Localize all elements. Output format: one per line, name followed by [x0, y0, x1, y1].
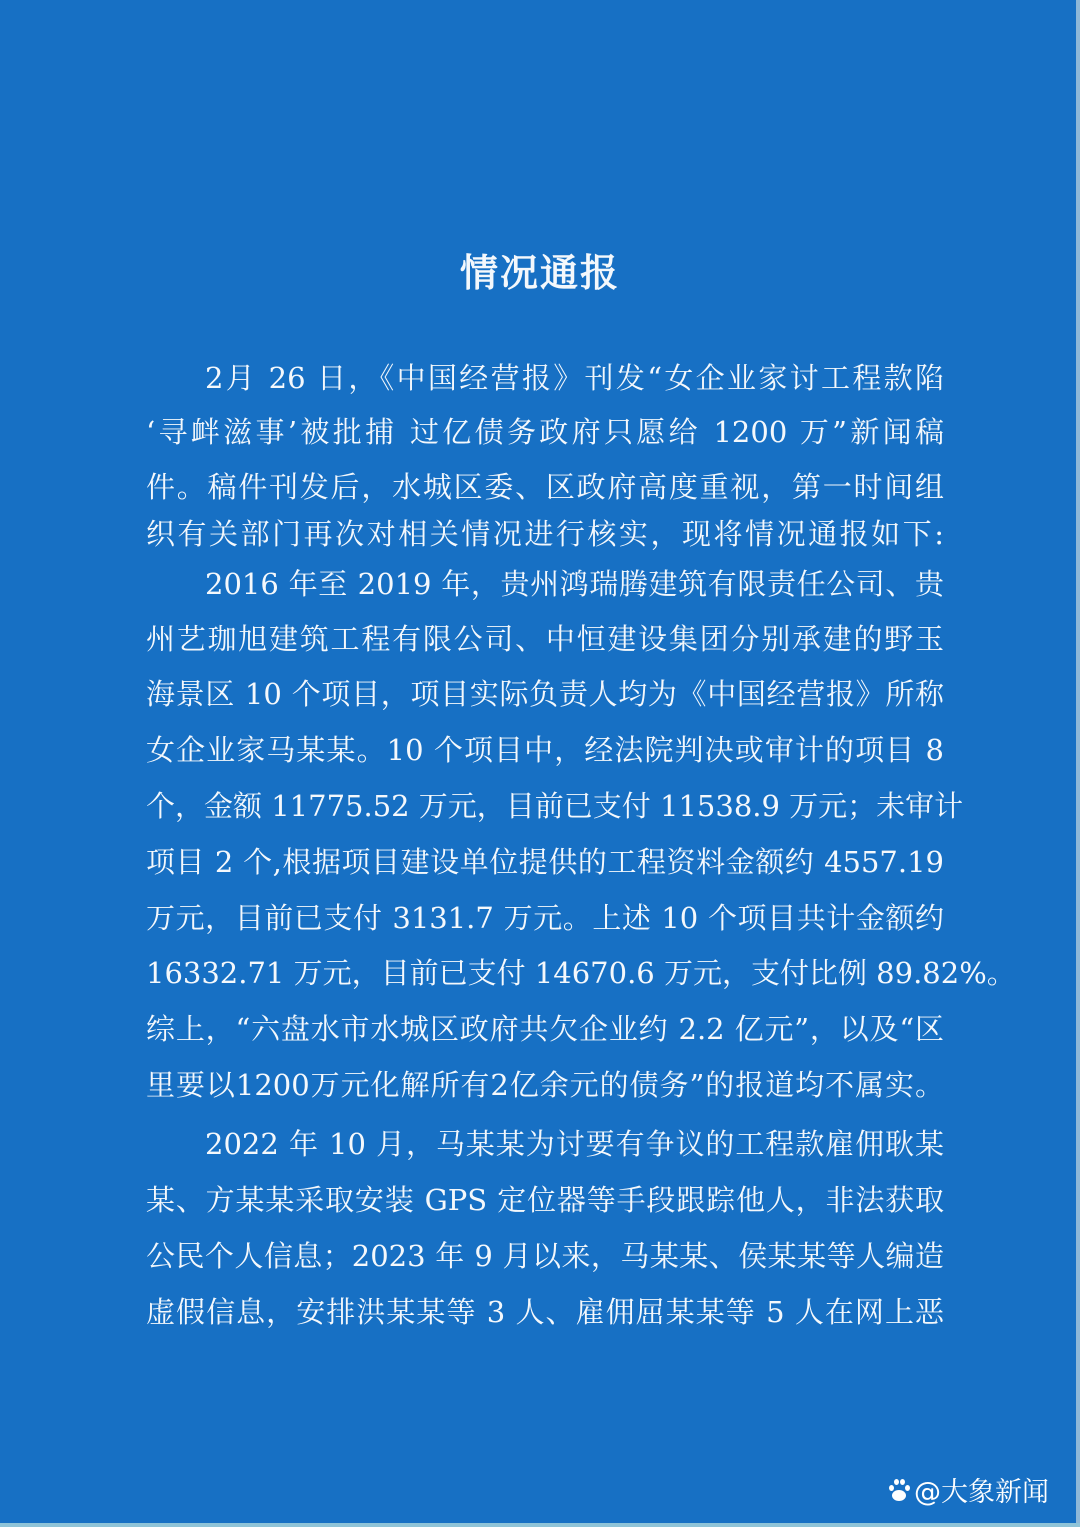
- body-line: 2016 年至 2019 年，贵州鸿瑞腾建筑有限责任公司、贵: [205, 567, 944, 601]
- page-edge-bottom: [0, 1523, 1080, 1527]
- body-line: 虚假信息，安排洪某某等 3 人、雇佣屈某某等 5 人在网上恶: [146, 1295, 944, 1329]
- body-line: 万元，目前已支付 3131.7 万元。上述 10 个项目共计金额约: [146, 901, 944, 935]
- body-line: 2022 年 10 月，马某某为讨要有争议的工程款雇佣耿某: [205, 1127, 944, 1161]
- watermark: [888, 1470, 1049, 1509]
- body-line: 16332.71 万元，目前已支付 14670.6 万元，支付比例 89.82%。: [146, 956, 1016, 990]
- body-line: ‘寻衅滋事’被批捕 过亿债务政府只愿给 1200 万”新闻稿: [146, 415, 944, 449]
- body-line: 综上，“六盘水市水城区政府共欠企业约 2.2 亿元”，以及“区: [146, 1012, 944, 1046]
- body-line: 2月 26 日，《中国经营报》刊发“女企业家讨工程款陷: [205, 361, 944, 395]
- body-line: 件。稿件刊发后，水城区委、区政府高度重视，第一时间组: [146, 470, 944, 504]
- paw-logo-icon: [888, 1479, 910, 1501]
- body-line: 女企业家马某某。10 个项目中，经法院判决或审计的项目 8: [146, 733, 944, 767]
- body-line: 公民个人信息；2023 年 9 月以来，马某某、侯某某等人编造: [146, 1239, 944, 1273]
- document-title: 情况通报: [459, 250, 620, 295]
- body-line: 项目 2 个,根据项目建设单位提供的工程资料金额约 4557.19: [146, 845, 944, 879]
- body-line: 州艺珈旭建筑工程有限公司、中恒建设集团分别承建的野玉: [146, 622, 944, 656]
- body-line: 织有关部门再次对相关情况进行核实，现将情况通报如下:: [146, 517, 944, 551]
- body-line: 海景区 10 个项目，项目实际负责人均为《中国经营报》所称: [146, 677, 944, 711]
- body-line: 个，金额 11775.52 万元，目前已支付 11538.9 万元；未审计: [146, 789, 964, 823]
- body-line: 某、方某某采取安装 GPS 定位器等手段跟踪他人，非法获取: [146, 1183, 944, 1217]
- watermark-text: @大象新闻: [914, 1477, 1049, 1508]
- body-line: 里要以1200万元化解所有2亿余元的债务”的报道均不属实。: [146, 1068, 944, 1102]
- page-edge-right: [1076, 0, 1080, 1527]
